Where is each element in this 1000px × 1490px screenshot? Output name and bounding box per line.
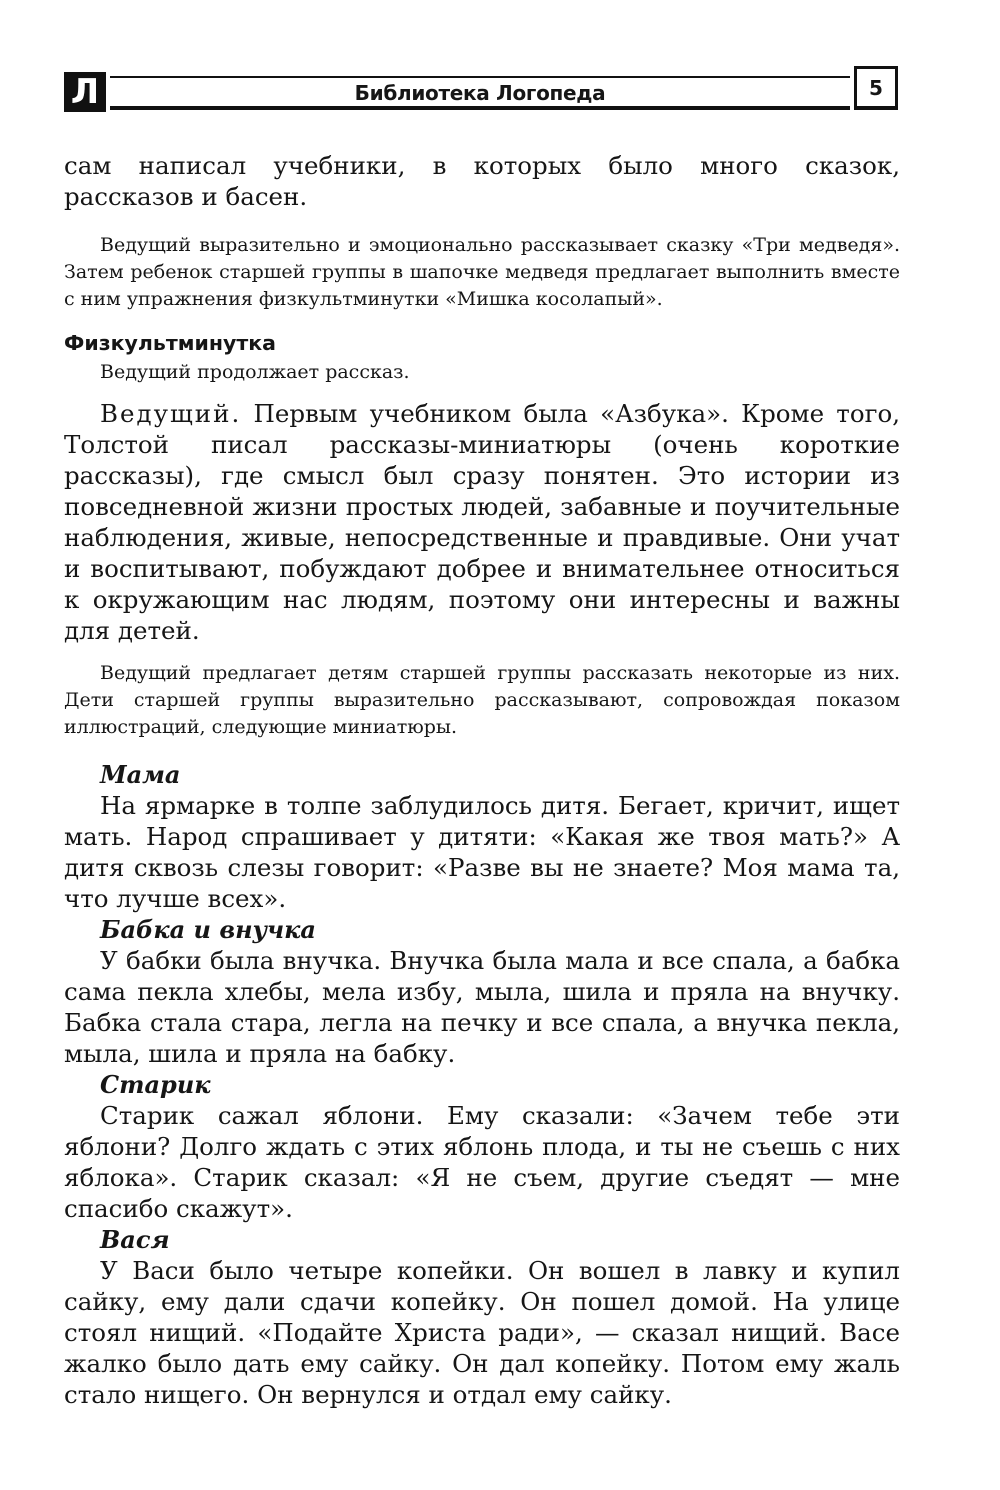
- stage-direction-3: Ведущий предлагает детям старшей группы рассказать некоторые из них. Дети старшей группы выразительно рассказывают, сопровождая показом иллюстраций, следующие миниатюры.: [64, 662, 900, 738]
- page-body: [64, 150, 900, 1410]
- speaker-text: Первым учебником была «Азбука». Кроме того, Толстой писал рассказы-миниатюры (очень короткие рассказы), где смысл был сразу понятен. Это истории из повседневной жизни простых людей, забавные и поучительные наблюдения, живые, непосредственные и правдивые. Они учат и воспитывают, побуждают добрее и внимательнее относиться к окружающим нас людям, поэтому они интересны и важны для детей.: [64, 399, 900, 645]
- page-header: [64, 66, 898, 112]
- section-heading: Физкультминутка: [64, 331, 277, 355]
- story-title: Бабка и внучка: [100, 915, 316, 944]
- story-text: У Васи было четыре копейки. Он вошел в лавку и купил сайку, ему дали сдачи копейку. Он пошел домой. На улице стоял нищий. «Подайте Христа ради», — сказал нищий. Васе жалко было дать ему сайку. Он дал копейку. Потом ему жаль стало нищего. Он вернулся и отдал ему сайку.: [64, 1256, 900, 1409]
- stage-direction-2: Ведущий продолжает рассказ.: [100, 361, 410, 383]
- story-text: На ярмарке в толпе заблудилось дитя. Бегает, кричит, ищет мать. Народ спрашивает у дитяти: «Какая же твоя мать?» А дитя сквозь слезы говорит: «Разве вы не знаете? Моя мама та, что лучше всех».: [64, 791, 900, 913]
- stage-direction-1: Ведущий выразительно и эмоционально рассказывает сказку «Три медведя». Затем ребенок старшей группы в шапочке медведя предлагает выполнить вместе с ним упражнения физкультминутки «Мишка косолапый».: [64, 234, 900, 310]
- speaker-label: Ведущий.: [100, 399, 242, 428]
- story-title: Мама: [100, 760, 181, 789]
- running-title: Библиотека Логопеда: [110, 76, 850, 110]
- speaker-paragraph: [64, 398, 900, 646]
- story-title: Вася: [100, 1225, 170, 1254]
- story-title: Старик: [100, 1070, 211, 1099]
- paragraph-continuation: сам написал учебники, в которых было много сказок, рассказов и басен.: [64, 151, 900, 211]
- story-text: У бабки была внучка. Внучка была мала и все спала, а бабка сама пекла хлебы, мела избу, мыла, шила и пряла на внучку. Бабка стала стара, легла на печку и все спала, а внучка пекла, мыла, шила и пряла на бабку.: [64, 946, 900, 1068]
- series-logo: Л: [64, 72, 106, 112]
- page-number: 5: [854, 66, 898, 110]
- story-text: Старик сажал яблони. Ему сказали: «Зачем тебе эти яблони? Долго ждать с этих яблонь плода, и ты не съешь с них яблока». Старик сказал: «Я не съем, другие съедят — мне спасибо скажут».: [64, 1101, 900, 1223]
